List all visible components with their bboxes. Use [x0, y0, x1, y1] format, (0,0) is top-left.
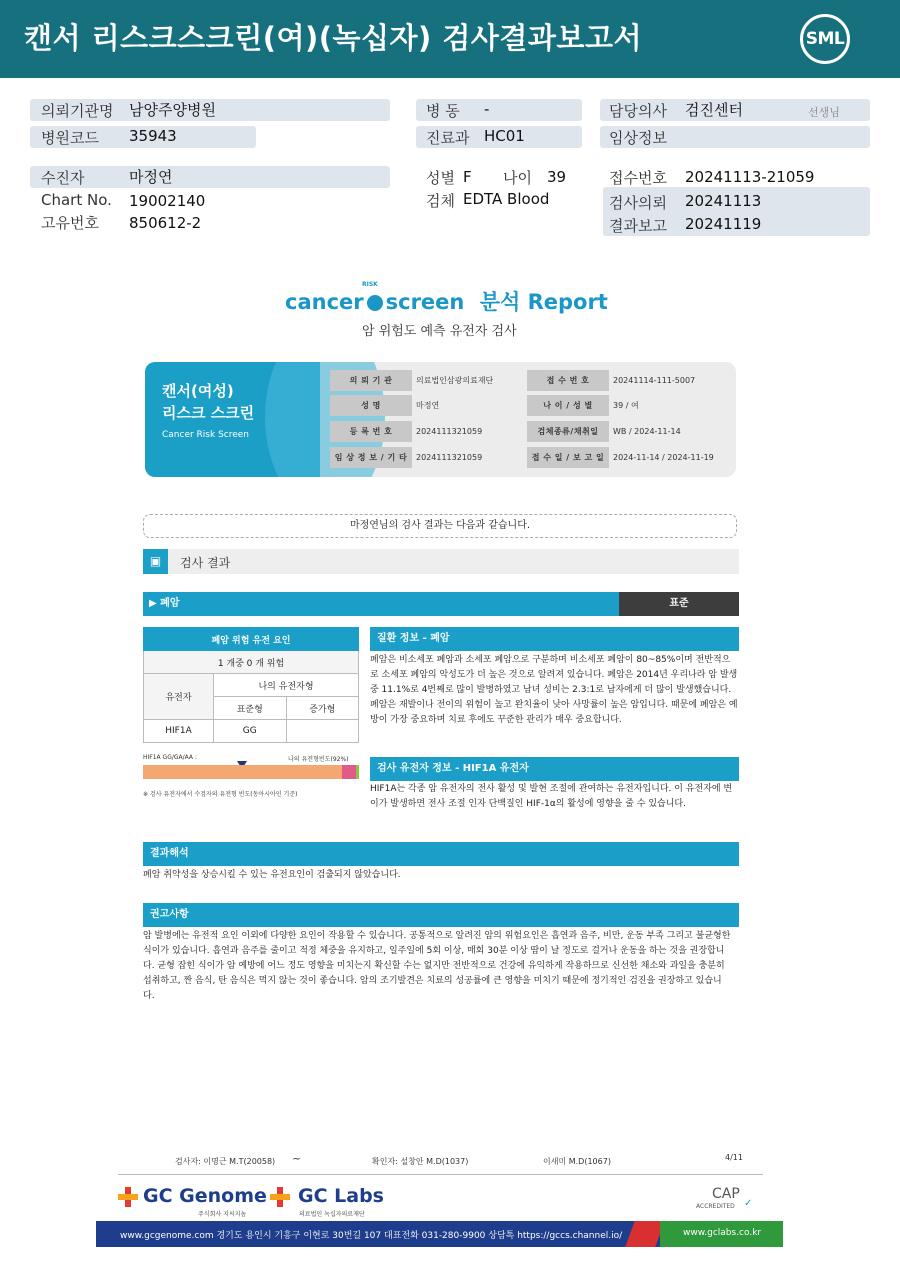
card-title-2: 리스크 스크린: [162, 404, 255, 422]
card-value-r4-c1: 2024111321059: [416, 453, 483, 462]
section-title: 검사 결과: [180, 556, 231, 570]
sml-logo: SML: [800, 14, 850, 64]
freq-left-label: HIF1A GG/GA/AA :: [143, 754, 197, 761]
tester-signature: 검사자: 이명근 M.T(20058): [175, 1157, 276, 1166]
institution-value: 남양주양병원: [129, 101, 216, 119]
cancer-risk-screen-logo: [285, 286, 608, 316]
rare-segment: [356, 765, 359, 779]
gc-labs-sub: 의료법인 녹십자의료재단: [299, 1211, 365, 1218]
gc-genome-cross-icon: [118, 1187, 138, 1207]
card-value-r1-c2: 20241114-111-5007: [613, 376, 696, 385]
card-title-3: Cancer Risk Screen: [162, 430, 250, 440]
card-label-r4-c2: 접 수 일 / 보 고 일: [527, 447, 609, 468]
institution-label: 의뢰기관명: [41, 102, 114, 120]
gene-col-header: 유전자: [144, 674, 214, 720]
footer-website: www.gclabs.co.kr: [683, 1228, 762, 1238]
cancer-type-bar: ▶ 폐암: [143, 592, 619, 616]
cap-check-icon: ✓: [744, 1198, 753, 1209]
page-number: 4/11: [725, 1153, 743, 1162]
result-summary: 마정연님의 검사 결과는 다음과 같습니다.: [143, 514, 737, 538]
patient-label: 수진자: [41, 169, 85, 187]
tester-sign-mark: ~: [292, 1152, 302, 1165]
gene-risk-table: [143, 627, 359, 743]
report-title: 캔서 리스크스크린(여)(녹십자) 검사결과보고서: [24, 21, 642, 55]
result-value: 20241119: [685, 215, 762, 233]
card-label-r2-c1: 성 명: [330, 395, 412, 416]
patient-card: [145, 362, 736, 477]
doctor-label: 담당의사: [609, 102, 667, 120]
gc-labs-logo: GC Labs: [298, 1185, 384, 1207]
frequency-bar: [143, 765, 359, 779]
ward-label: 병 동: [426, 102, 460, 120]
recommendation-text: 암 발병에는 유전적 요인 이외에 다양한 요인이 작용할 수 있습니다. 공통적으로 알려진 암의 위험요인은 흡연과 음주, 비만, 운동 부족 그리고 불균형한 식이가 있습니다. 흡연과 음주를 줄이고 적정 체중을 유지하고, 일주일에 5회 이상, 매회 30분 이상 땀이 날 정도로 걸거나 운동을 하는 것을 권장합니다. 균형 잡힌 식이가 암 예방에 어느 정도 영향을 미치는지 확신할 수는 없지만 전반적으로 건강에 유익하게 작용하므로 신선한 채소와 과일을 충분히 섭취하고, 짠 음식, 탄 음식은 먹지 않는 것이 좋습니다. 암의 조기발견은 치료의 성공률에 큰 영향을 미치기 때문에 정기적인 검진을 권장하고 있습니다.: [143, 931, 731, 1001]
confirmer-signature: 확인자: 설창안 M.D(1037): [372, 1157, 469, 1166]
footer-contact: www.gcgenome.com 경기도 용인시 기흥구 이현로 30번길 107 대표전화 031-280-9900 상담톡 https://gccs.channel.io/: [120, 1231, 623, 1241]
risk-dot-icon: [367, 295, 383, 311]
gene-table-title: 폐암 위험 유전 요인: [144, 628, 359, 651]
recommendation-title: 권고사항: [143, 903, 739, 927]
chart-value: 19002140: [129, 192, 206, 210]
cap-logo: CAP: [712, 1186, 740, 1202]
card-value-r2-c2: 39 / 여: [613, 401, 639, 410]
card-label-r1-c2: 접 수 번 호: [527, 370, 609, 391]
dept-label: 진료과: [426, 129, 470, 147]
request-value: 20241113: [685, 192, 762, 210]
brand-risk-tag: RISK: [362, 281, 378, 288]
section-bar: [143, 549, 739, 574]
hospital-code-value: 35943: [129, 127, 177, 145]
age-value: 39: [547, 168, 567, 186]
cap-sub: ACCREDITED: [696, 1203, 735, 1210]
specimen-label: 검체: [426, 192, 455, 210]
risk-status-badge: 표준: [619, 592, 739, 616]
card-value-r2-c1: 마정연: [416, 401, 440, 410]
doctor-value: 검진센터: [685, 101, 743, 119]
card-value-r3-c2: WB / 2024-11-14: [613, 427, 681, 436]
brand-report: 분석 Report: [479, 290, 608, 314]
dept-value: HC01: [484, 127, 525, 145]
doctor-suffix: 선생님: [808, 106, 840, 119]
footer-divider: [118, 1174, 763, 1175]
card-label-r2-c2: 나 이 / 성 별: [527, 395, 609, 416]
report-subtitle: 암 위험도 예측 유전자 검사: [362, 324, 517, 339]
frequency-fill: [143, 765, 342, 779]
hospital-code-label: 병원코드: [41, 129, 99, 147]
result-label: 결과보고: [609, 217, 667, 235]
clinical-label: 임상정보: [609, 129, 667, 147]
brand-screen: screen: [385, 290, 465, 314]
ward-value: -: [484, 100, 490, 118]
receipt-label: 접수번호: [609, 169, 667, 187]
card-label-r3-c1: 등 록 번 호: [330, 421, 412, 442]
patient-value: 마정연: [129, 168, 173, 186]
chart-label: Chart No.: [41, 191, 112, 209]
gc-labs-cross-icon: [270, 1187, 290, 1207]
specimen-value: EDTA Blood: [463, 190, 550, 208]
confirmer2-signature: 이새미 M.D(1067): [543, 1157, 611, 1166]
increased-type-cell: [286, 720, 359, 743]
frequency-note: ※ 검사 유전자에서 수검자의 유전형 빈도(동아시아인 기준): [143, 791, 298, 798]
gene-name-cell: HIF1A: [144, 720, 214, 743]
card-value-r3-c1: 2024111321059: [416, 427, 483, 436]
receipt-value: 20241113-21059: [685, 168, 815, 186]
disease-info-title: 질환 정보 - 폐암: [370, 627, 739, 651]
card-value-r1-c1: 의료법인삼광의료재단: [416, 376, 494, 385]
interpretation-text: 폐암 취약성을 상승시킬 수 있는 유전요인이 검출되지 않았습니다.: [143, 870, 401, 880]
freq-right-label: 나의 유전형빈도(92%): [288, 756, 349, 763]
age-label: 나이: [503, 169, 532, 187]
card-title-1: 캔서(여성): [162, 382, 234, 400]
card-brand-panel: [145, 362, 320, 477]
brand-cancer: cancer: [285, 290, 364, 314]
gene-info-text: HIF1A는 각종 암 유전자의 전사 활성 및 발현 조절에 관여하는 유전자입니다. 이 유전자에 변이가 발생하면 전사 조절 인자 단백질인 HIF-1α의 활성에 영향을 줄 수 있습니다.: [370, 784, 733, 809]
request-label: 검사의뢰: [609, 194, 667, 212]
gc-genome-logo: GC Genome: [143, 1185, 267, 1207]
sex-value: F: [463, 168, 472, 186]
uid-value: 850612-2: [129, 214, 202, 232]
standard-type-cell: GG: [214, 720, 287, 743]
sex-label: 성별: [426, 169, 455, 187]
card-label-r3-c2: 검체종류/채취일: [527, 421, 609, 442]
gene-table-count: 1 개중 0 개 위험: [144, 651, 359, 674]
result-folder-icon: ▣: [143, 549, 168, 574]
standard-type-header: 표준형: [214, 697, 287, 720]
card-value-r4-c2: 2024-11-14 / 2024-11-19: [613, 453, 714, 462]
increased-type-header: 증가형: [286, 697, 359, 720]
interpretation-title: 결과해석: [143, 842, 739, 866]
card-label-r4-c1: 임 상 정 보 / 기 타: [330, 447, 412, 468]
uid-label: 고유번호: [41, 214, 99, 232]
gc-genome-sub: 주식회사 지씨지놈: [198, 1211, 247, 1218]
card-label-r1-c1: 의 뢰 기 관: [330, 370, 412, 391]
increased-segment: [342, 765, 356, 779]
disease-info-text: 폐암은 비소세포 폐암과 소세포 폐암으로 구분하며 비소세포 폐암이 80~85%이며 전반적으로 소세포 폐암의 악성도가 더 높은 것으로 알려져 있습니다. 폐암은 2014년 우리나라 암 발생중 11.1%로 4번째로 많이 발병하였고 남녀 성비는 2.3:1로 남자에게 더 많이 발생했습니다. 폐암은 재발이나 전이의 위험이 높고 완치율이 낮아 사망률이 높은 암입니다. 때문에 폐암은 예방이 가장 중요하며 치료 후에도 꾸준한 관리가 매우 중요합니다.: [370, 655, 738, 725]
gene-info-title: 검사 유전자 정보 - HIF1A 유전자: [370, 757, 739, 781]
my-genotype-header: 나의 유전자형: [214, 674, 359, 697]
